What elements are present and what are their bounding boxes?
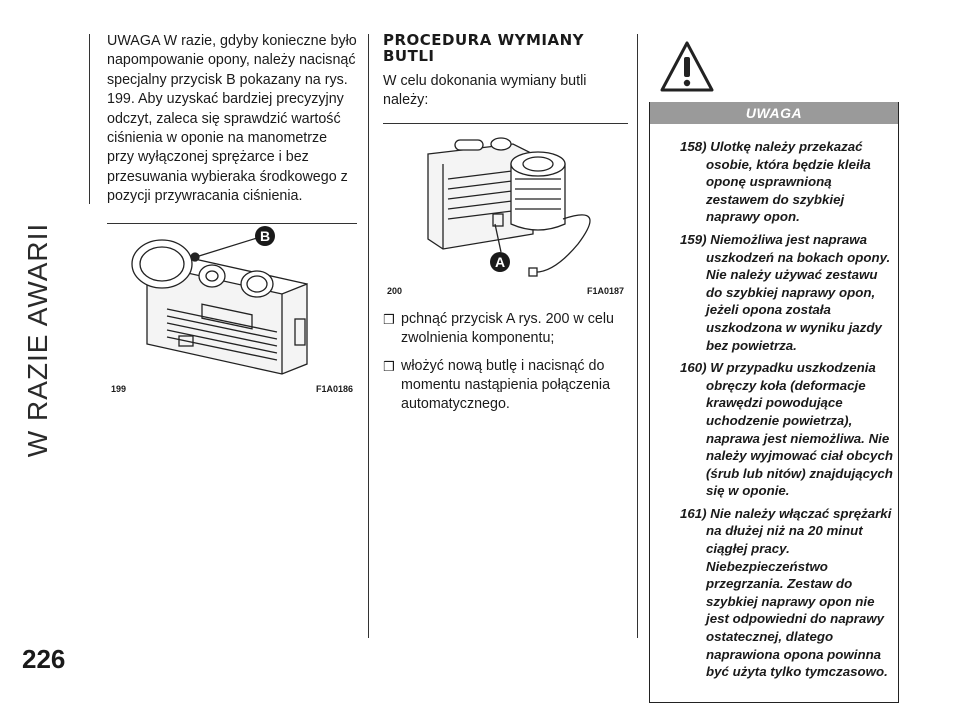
column-divider-right — [637, 34, 638, 638]
chapter-side-title: W RAZIE AWARII — [22, 222, 53, 458]
warning-list — [650, 124, 898, 702]
note-paragraph: UWAGA W razie, gdyby konieczne było napompowanie opony, należy nacisnąć specjalny przycisk B pokazany na rys. 199. Aby uzyskać bardziej precyzyjny odczyt, zaleca się sprawdzić wartość ciśnienia w oponie na manometrze przy wyłączonej sprężarce i bez przesuwania wybieraka środkowego z pozycji przywracania ciśnienia. — [107, 33, 357, 205]
list-item-text: pchnąć przycisk A rys. 200 w celu zwolnienia komponentu; — [401, 310, 614, 347]
page-number: 226 — [22, 644, 66, 674]
warning-item-159: 159) Niemożliwa jest naprawa uszkodzeń na bokach opony. Nie należy używać zestawu do szybkiej naprawy opon, jeżeli opona została uszkodzona w wyniku jazdy bez powietrza. — [680, 231, 891, 353]
column-left — [107, 32, 357, 394]
intro-paragraph: W celu dokonania wymiany butli należy: — [383, 73, 587, 109]
warning-icon-area — [649, 40, 899, 102]
compressor-illustration — [107, 224, 357, 384]
figure-199 — [107, 223, 357, 394]
warning-header: UWAGA — [650, 102, 898, 124]
figure-code: F1A0186 — [315, 383, 353, 394]
column-right — [649, 40, 899, 703]
figure-number: 200 — [387, 285, 403, 296]
checkbox-bullet-icon: ❒ — [383, 311, 395, 327]
figure-200 — [383, 123, 628, 296]
figure-199-caption — [107, 384, 357, 394]
column-divider-middle — [368, 34, 369, 638]
list-item — [383, 310, 628, 349]
list-item — [383, 357, 628, 415]
figure-code: F1A0187 — [586, 285, 624, 296]
figure-200-caption — [383, 286, 628, 296]
column-middle — [383, 32, 628, 415]
procedure-list — [383, 310, 628, 415]
warning-item-161: 161) Nie należy włączać sprężarki na dłużej niż na 20 minut ciągłej pracy. Niebezpieczeństwo przegrzania. Zestaw do szybkiej naprawy opon nie jest odpowiedni do naprawy ostatecznej, dlatego naprawiona opona powinna być użyta tylko tymczasowo. — [680, 505, 892, 680]
list-item-text: włożyć nową butlę i nacisnąć do momentu nastąpienia połączenia automatycznego. — [401, 357, 611, 413]
section-title: PROCEDURA WYMIANY BUTLI — [383, 31, 585, 65]
warning-item-160: 160) W przypadku uszkodzenia obręczy koła (deformacje krawędzi powodujące uchodzenie powietrza), naprawa jest niemożliwa. Nie należy wyjmować ciał obcych (śrub lub nitów) znajdujących się w oponie. — [680, 360, 893, 499]
callout-a-label: A — [494, 253, 506, 270]
warning-triangle-icon — [659, 40, 715, 94]
compressor-cartridge-illustration — [383, 124, 628, 286]
column-divider-left — [89, 34, 90, 204]
warning-box — [649, 102, 899, 703]
figure-number: 199 — [111, 383, 127, 394]
warning-item-158: 158) Ulotkę należy przekazać osobie, która będzie kleiła oponę usprawnioną zestawem do szybkiej naprawy opon. — [680, 139, 871, 225]
checkbox-bullet-icon: ❒ — [383, 358, 395, 374]
callout-b-label: B — [259, 227, 271, 244]
